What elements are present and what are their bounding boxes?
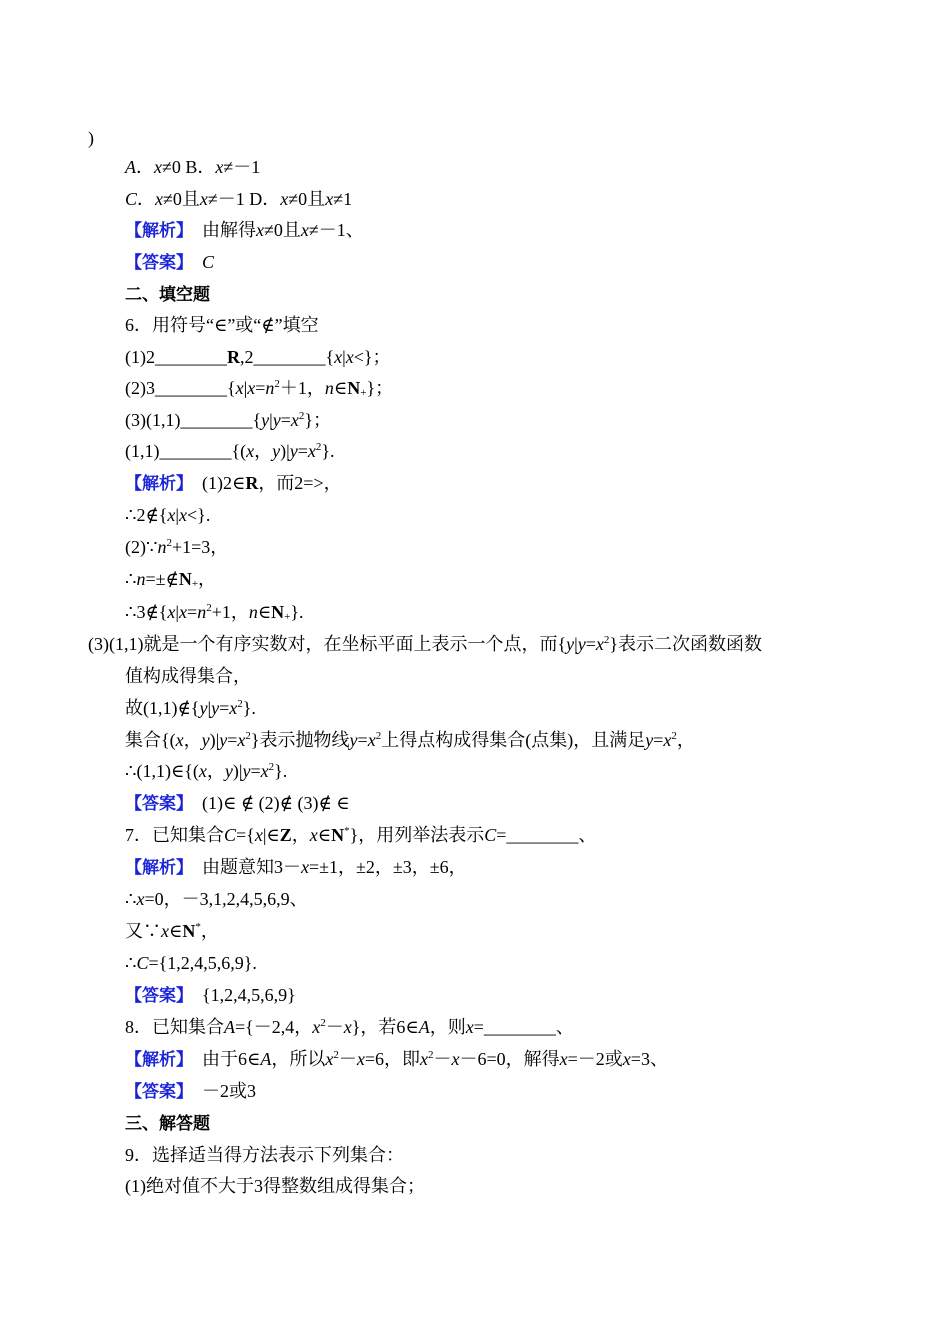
- text-line: 又∵x∈N*，: [125, 921, 219, 941]
- text-line: (3)(1,1)就是一个有序实数对，在坐标平面上表示一个点，而$\{y|y=x^2\}$表示二次函数函数: [88, 634, 763, 654]
- answer-label: 【解析】: [125, 858, 193, 878]
- answer-label: 【解析】: [125, 474, 193, 494]
- text-line: 【解析】 由题意知3－x=±1，±2，±3，±6，: [125, 857, 467, 878]
- text-line: 【解析】 由于6∈A，所以$x^2-x=6$，即$x^2-x-6=0$，解得x=－2或x=3、: [125, 1049, 668, 1070]
- text-line: (1)绝对值不大于3得整数组成得集合；: [125, 1176, 425, 1196]
- text-line: 9．选择适当得方法表示下列集合：: [125, 1145, 404, 1165]
- text-line: 集合{(x，$y)|y=x^2$}表示抛物线$y=x^2$上得点构成得集合(点集)，且满足$y=x^2$，: [125, 730, 695, 750]
- text-line: ∴C={1,2,4,5,6,9}.: [125, 953, 257, 973]
- text-line: $(3)(1,1)\_\_\_\_\_\_\_\_\{y|y=x^2\}$；: [125, 410, 332, 430]
- text-line: 8．已知集合A={－2,4，$x^2-x$}，若6∈A，则x=________、: [125, 1017, 574, 1037]
- text-line: 【答案】 C: [125, 252, 215, 273]
- section-heading: 二、填空题: [125, 285, 210, 305]
- answer-label: 【答案】: [125, 986, 193, 1006]
- text-line: (1,1)________{(x，$y)|y=x^2$}.: [125, 441, 335, 461]
- text-line: 【答案】 (1)∈ ∉ (2)∉ (3)∉ ∈: [125, 793, 350, 814]
- text-line: 【解析】 由解得x≠0且x≠－1、: [125, 220, 364, 241]
- answer-label: 【解析】: [125, 221, 193, 241]
- answer-label: 【答案】: [125, 794, 193, 814]
- text-line: ∴x=0，－3,1,2,4,5,6,9、: [125, 889, 308, 909]
- text-line: $(2)\because n^2+1=3$，: [125, 537, 229, 557]
- text-line: ∴(1,1)∈{(x，$y)|y=x^2$}.: [125, 761, 288, 781]
- text-line: $\therefore 3\notin\{x|x=n^2+1$，$n\in N_+$}.: [125, 602, 304, 623]
- text-line: C．x≠0且x≠－1 D．x≠0且x≠1: [125, 189, 353, 209]
- text-line: [125, 283, 210, 306]
- text-line: 【答案】 {1,2,4,5,6,9}: [125, 985, 296, 1006]
- text-line: 故$(1,1)\notin\{y|y=x^2\}$.: [125, 698, 256, 718]
- text-line: 【解析】 (1)2∈R，而2=>，: [125, 473, 342, 494]
- answer-label: 【答案】: [125, 1082, 193, 1102]
- answer-label: 【答案】: [125, 253, 193, 273]
- text-line: [125, 1112, 210, 1135]
- text-line: 【答案】 －2或3: [125, 1081, 256, 1102]
- text-line: $\therefore n=\pm\notin N_+$，: [125, 569, 217, 590]
- text-line: 7．已知集合C={x|∈Z，x∈N*}，用列举法表示C=________、: [125, 825, 597, 845]
- text-line: ∴2∉{x|x<}.: [125, 505, 211, 525]
- text-line: A．x≠0 B．x≠－1: [125, 157, 261, 177]
- text-line: 值构成得集合，: [125, 666, 251, 686]
- text-line: ): [88, 128, 94, 148]
- text-line: 6．用符号“∈”或“∉”填空: [125, 315, 319, 335]
- answer-label: 【解析】: [125, 1050, 193, 1070]
- text-line: $(2)3\_\_\_\_\_\_\_\_\{x|x=n^2+1$，$n\in N_+$}；: [125, 378, 394, 399]
- section-heading: 三、解答题: [125, 1114, 210, 1134]
- text-line: (1)2________R,2________{x|x<}；: [125, 347, 391, 367]
